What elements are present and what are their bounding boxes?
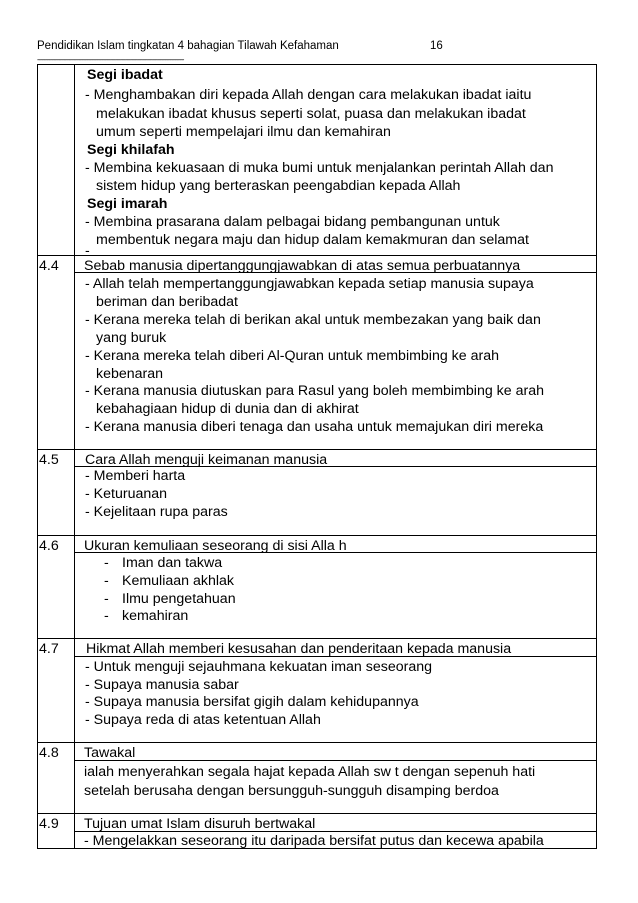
row-4-8-line: setelah berusaha dengan bersungguh-sungguh disamping berdoa xyxy=(84,783,499,799)
imarah-line: membentuk negara maju dan hidup dalam kemakmuran dan selamat xyxy=(96,232,529,248)
row-number-4-7: 4.7 xyxy=(39,641,59,657)
khilafah-line: sistem hidup yang berteraskan peengabdian kepada Allah xyxy=(96,178,461,194)
table-border-left xyxy=(37,64,38,848)
row-4-7-line: - Supaya reda di atas ketentuan Allah xyxy=(85,712,321,728)
row-divider xyxy=(37,449,597,450)
section-heading-imarah: Segi imarah xyxy=(87,196,168,212)
row-4-4-line: beriman dan beribadat xyxy=(96,294,238,310)
row-4-4-line: - Kerana manusia diberi tenaga dan usaha untuk memajukan diri mereka xyxy=(85,419,544,435)
table-column-divider xyxy=(74,64,75,848)
row-4-4-line: - Kerana mereka telah diberi Al-Quran untuk membimbing ke arah xyxy=(85,348,500,364)
row-divider xyxy=(37,638,597,639)
row-4-5-line: - Keturuanan xyxy=(85,486,168,502)
row-4-7-line: - Supaya manusia sabar xyxy=(85,677,239,693)
table-border-top xyxy=(37,64,597,65)
section-heading-ibadat: Segi ibadat xyxy=(87,67,163,83)
row-4-6-item: Ilmu pengetahuan xyxy=(122,591,236,607)
row-number-4-6: 4.6 xyxy=(39,538,59,554)
row-4-7-line: - Untuk menguji sejauhmana kekuatan iman seseorang xyxy=(85,659,433,675)
row-divider xyxy=(37,813,597,814)
ibadat-line: melakukan ibadat khusus seperti solat, puasa dan melakukan ibadat xyxy=(96,106,526,122)
row-number-4-5: 4.5 xyxy=(39,452,59,468)
row-4-4-line: yang buruk xyxy=(96,330,167,346)
row-4-8-line: ialah menyerahkan segala hajat kepada Allah sw t dengan sepenuh hati xyxy=(84,764,536,780)
row-4-4-line: kebahagiaan hidup di dunia dan di akhirat xyxy=(96,401,359,417)
row-4-4-line: - Kerana mereka telah di berikan akal untuk membezakan yang baik dan xyxy=(85,312,541,328)
header-rule: ---------------------------------------------------------------------------------------- xyxy=(37,55,184,64)
row-divider xyxy=(74,760,597,761)
row-number-4-8: 4.8 xyxy=(39,745,59,761)
row-number-4-9: 4.9 xyxy=(39,816,59,832)
row-number-4-4: 4.4 xyxy=(39,258,59,274)
row-4-6-item: Kemuliaan akhlak xyxy=(122,573,234,589)
row-4-6-item: Iman dan takwa xyxy=(122,555,223,571)
row-title-4-4: Sebab manusia dipertanggungjawabkan di atas semua perbuatannya xyxy=(84,258,521,274)
list-dash: - xyxy=(104,608,109,624)
row-4-6-item: kemahiran xyxy=(122,608,189,624)
list-dash: - xyxy=(104,573,109,589)
row-title-4-6: Ukuran kemuliaan seseorang di sisi Alla h xyxy=(84,538,347,554)
row-divider xyxy=(37,535,597,536)
row-4-4-line: - Kerana manusia diutuskan para Rasul yang boleh membimbing ke arah xyxy=(85,383,544,399)
page-number: 16 xyxy=(430,40,443,52)
section-heading-khilafah: Segi khilafah xyxy=(87,142,175,158)
imarah-line: - Membina prasarana dalam pelbagai bidang pembangunan untuk xyxy=(85,214,500,230)
row-4-4-line: - Allah telah mempertanggungjawabkan kepada setiap manusia supaya xyxy=(85,276,534,292)
row-divider xyxy=(37,255,597,256)
row-title-4-8: Tawakal xyxy=(84,745,136,761)
khilafah-line: - Membina kekuasaan di muka bumi untuk menjalankan perintah Allah dan xyxy=(85,160,554,176)
list-dash: - xyxy=(104,555,109,571)
row-divider xyxy=(37,742,597,743)
row-4-4-line: kebenaran xyxy=(96,366,164,382)
row-title-4-7: Hikmat Allah memberi kesusahan dan penderitaan kepada manusia xyxy=(86,641,512,657)
table-border-right xyxy=(596,64,597,848)
row-4-5-line: - Memberi harta xyxy=(85,468,186,484)
row-4-9-line: - Mengelakkan seseorang itu daripada bersifat putus dan kecewa apabila xyxy=(84,833,544,849)
header-title: Pendidikan Islam tingkatan 4 bahagian Tilawah Kefahaman xyxy=(37,40,339,52)
ibadat-line: umum seperti mempelajari ilmu dan kemahiran xyxy=(96,124,391,140)
row-title-4-9: Tujuan umat Islam disuruh bertwakal xyxy=(84,816,316,832)
row-title-4-5: Cara Allah menguji keimanan manusia xyxy=(85,452,328,468)
row-4-7-line: - Supaya manusia bersifat gigih dalam kehidupannya xyxy=(85,694,419,710)
ibadat-line: - Menghambakan diri kepada Allah dengan cara melakukan ibadat iaitu xyxy=(85,87,532,103)
list-dash: - xyxy=(104,591,109,607)
imarah-line: - xyxy=(85,243,90,259)
row-4-5-line: - Kejelitaan rupa paras xyxy=(85,504,228,520)
